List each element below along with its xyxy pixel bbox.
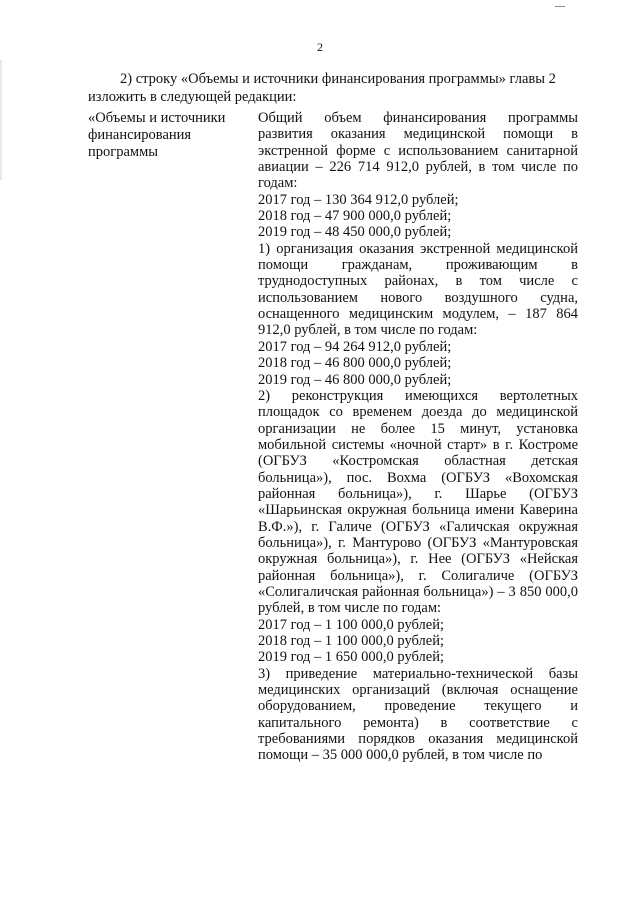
item-2-paragraph: 2) реконструкция имеющихся вертолетных площадок со временем доезда до медицинской организации не более 15 минут, установка мобильной системы «ночной старт» в г. Костроме (ОГБУЗ «Костромская областная детская больница»), пос. Вохма (ОГБУЗ «Вохомская районная больница»), г. Шарье (ОГБУЗ «Шарьинская окружная больница имени Каверина В.Ф.»), г. Галиче (ОГБУЗ «Галичская окружная больница»), г. Мантурово (ОГБУЗ «Мантуровская окружная больница»), г. Нее (ОГБУЗ «Нейская районная больница»), г. Солигаличе (ОГБУЗ «Солигаличская районная больница») – 3 850 000,0 рублей, в том числе по годам: xyxy=(258,387,578,617)
item-2-year-2019: 2019 год – 1 650 000,0 рублей; xyxy=(258,649,445,666)
table-right-cell xyxy=(258,110,578,764)
item-2-year-2017: 2017 год – 1 100 000,0 рублей; xyxy=(258,616,445,633)
total-year-2019: 2019 год – 48 450 000,0 рублей; xyxy=(258,224,452,241)
intro-line-2: изложить в следующей редакции: xyxy=(88,89,297,105)
item-3-paragraph: 3) приведение материально-технической базы медицинских организаций (включая оснащение оборудованием, проведение текущего и капитального ремонта) в соответствие с требованиями порядков оказания медицинской помощи – 35 000 000,0 рублей, в том числе по xyxy=(258,665,578,764)
item-1-year-2019: 2019 год – 46 800 000,0 рублей; xyxy=(258,371,452,388)
item-1-paragraph: 1) организация оказания экстренной медицинской помощи гражданам, проживающим в труднодоступных районах, в том числе с использованием нового воздушного судна, оснащенного медицинским модулем, – 187 864 912,0 рублей, в том числе по годам: xyxy=(258,240,578,339)
page-number: 2 xyxy=(317,40,323,54)
total-year-2017: 2017 год – 130 364 912,0 рублей; xyxy=(258,191,459,208)
intro-paragraph xyxy=(88,70,584,106)
table-left-cell xyxy=(88,110,248,161)
total-year-2018: 2018 год – 47 900 000,0 рублей; xyxy=(258,208,452,225)
page-edge-shadow xyxy=(0,60,2,180)
row-label: «Объемы и источники финансирования программы xyxy=(88,110,226,160)
item-1-year-2018: 2018 год – 46 800 000,0 рублей; xyxy=(258,355,452,372)
intro-line-1: 2) строку «Объемы и источники финансирования программы» главы 2 xyxy=(120,71,556,87)
scan-mark xyxy=(555,0,565,7)
item-2-year-2018: 2018 год – 1 100 000,0 рублей; xyxy=(258,633,445,649)
item-1-year-2017: 2017 год – 94 264 912,0 рублей; xyxy=(258,338,452,355)
total-paragraph: Общий объем финансирования программы развития оказания медицинской помощи в экстренной форме с использованием санитарной авиации – 226 714 912,0 рублей, в том числе по годам: xyxy=(258,110,578,192)
